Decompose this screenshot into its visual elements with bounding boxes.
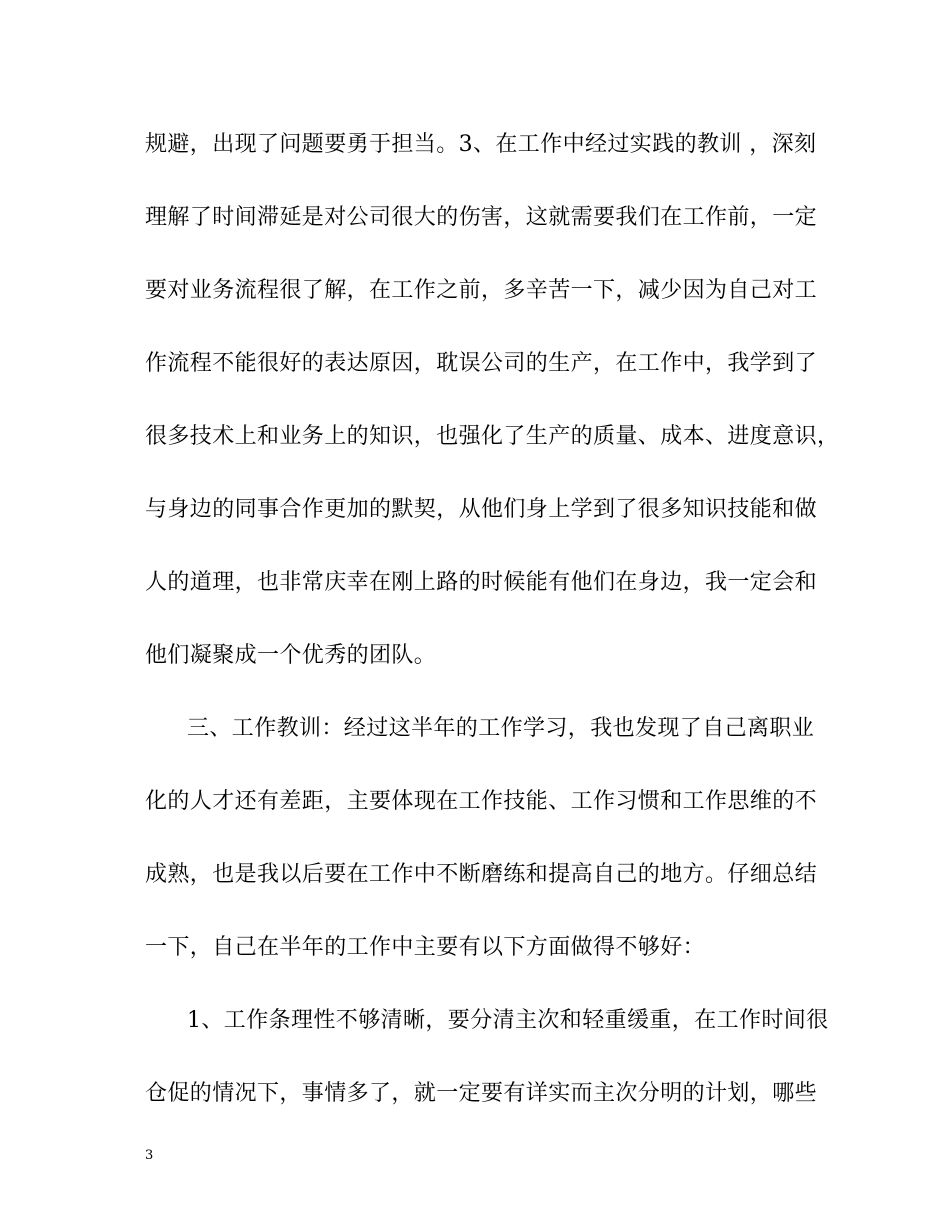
text-line: 理解了时间滞延是对公司很大的伤害，这就需要我们在工作前，一定 — [145, 205, 818, 230]
text-line: 他们凝聚成一个优秀的团队。 — [145, 643, 437, 668]
text-line: 与身边的同事合作更加的默契，从他们身上学到了很多知识技能和做 — [145, 497, 818, 522]
text-line: 人的道理，也非常庆幸在刚上路的时候能有他们在身边，我一定会和 — [145, 570, 818, 595]
text-line: 很多技术上和业务上的知识，也强化了生产的质量、成本、进度意识， — [145, 424, 840, 449]
text-line: 要对业务流程很了解，在工作之前，多辛苦一下，减少因为自己对工 — [145, 278, 818, 303]
text-line: 化的人才还有差距，主要体现在工作技能、工作习惯和工作思维的不 — [145, 789, 818, 814]
text-line: 规避，出现了问题要勇于担当。3、在工作中经过实践的教训 ，深刻 — [145, 132, 817, 157]
paragraph-start-line: 三、工作教训：经过这半年的工作学习，我也发现了自己离职业 — [187, 716, 815, 741]
text-line: 成熟，也是我以后要在工作中不断磨练和提高自己的地方。仔细总结 — [145, 862, 818, 887]
text-line: 一下，自己在半年的工作中主要有以下方面做得不够好： — [145, 935, 706, 960]
text-line: 仓促的情况下，事情多了，就一定要有详实而主次分明的计划，哪些 — [145, 1081, 818, 1106]
text-line: 作流程不能很好的表达原因，耽误公司的生产，在工作中，我学到了 — [145, 351, 818, 376]
paragraph-start-line: 1、工作条理性不够清晰，要分清主次和轻重缓重，在工作时间很 — [187, 1008, 829, 1033]
page-number: 3 — [145, 1148, 154, 1163]
